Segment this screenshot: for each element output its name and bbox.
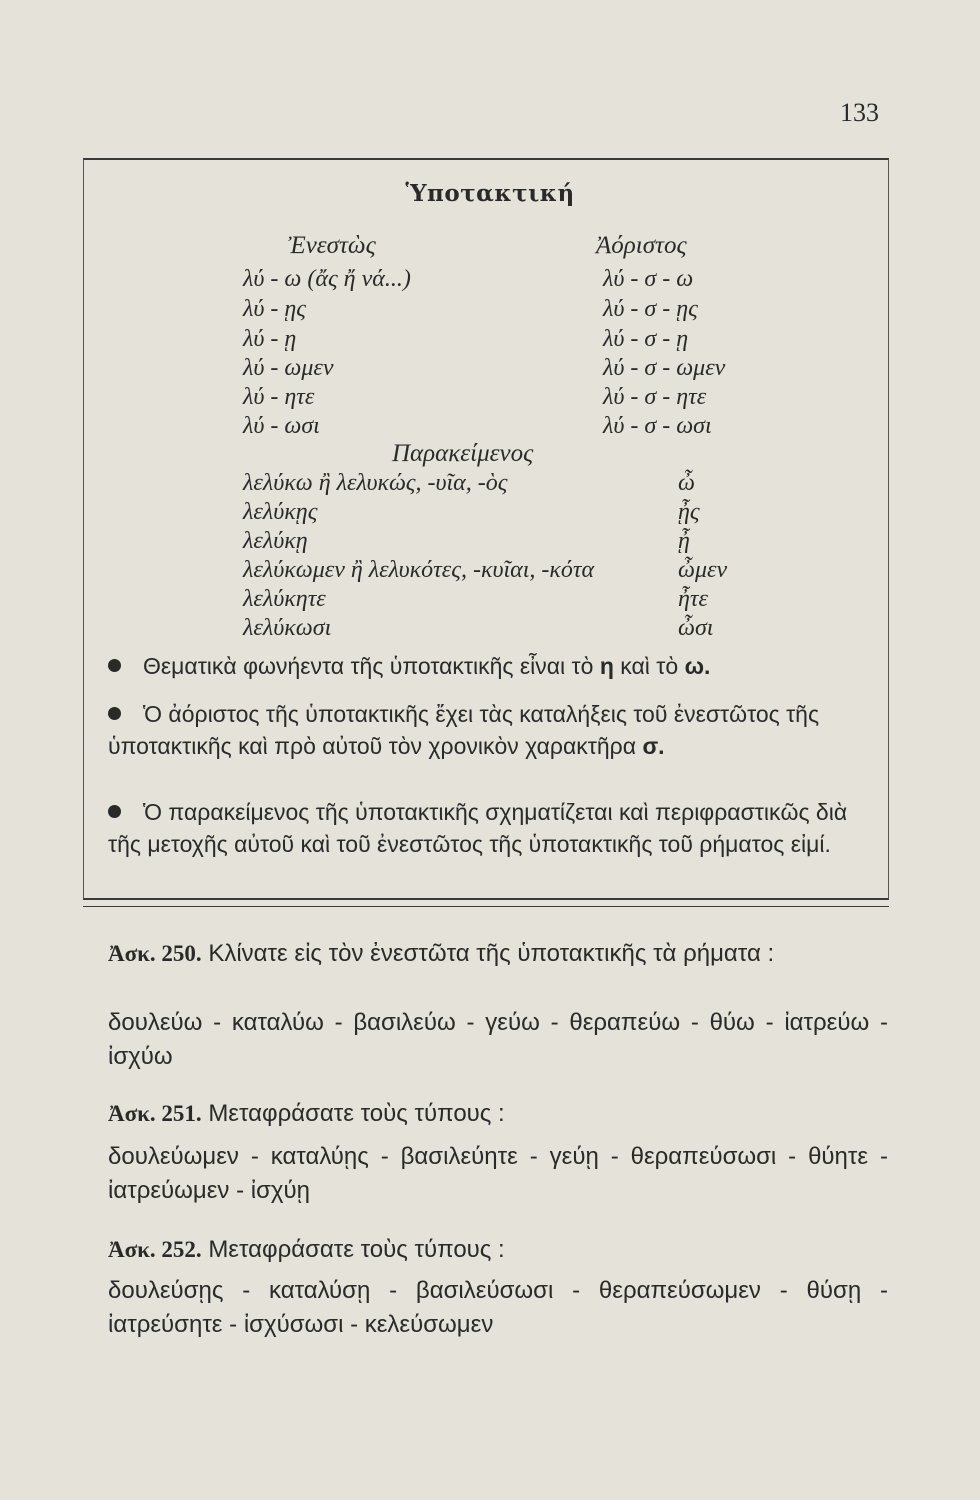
note-text: καὶ τὸ xyxy=(620,653,679,679)
exercise-label: Ἀσκ. 250. xyxy=(108,941,202,966)
exercise-252-instruction xyxy=(108,1233,888,1267)
exercise-250-instruction xyxy=(108,937,888,971)
present-form: λύ - ητε xyxy=(243,384,315,410)
bullet-icon xyxy=(108,659,121,672)
aux-form: ᾖς xyxy=(678,499,700,525)
aux-form: ᾖ xyxy=(678,528,690,554)
bullet-icon xyxy=(108,707,121,720)
box-bottom-rule xyxy=(83,906,889,907)
exercise-251-instruction xyxy=(108,1097,888,1131)
box-title: Ὑποτακτική xyxy=(405,180,575,207)
aorist-form: λύ - σ - ῃ xyxy=(603,326,689,352)
perfect-form: λελύκωμεν ἢ λελυκότες, -κυῖαι, -κότα xyxy=(243,557,595,583)
aorist-form: λύ - σ - ωμεν xyxy=(603,355,726,381)
exercise-instruction: Μεταφράσατε τοὺς τύπους : xyxy=(208,1236,505,1263)
perfect-form: λελύκῃς xyxy=(243,499,318,525)
present-form: λύ - ῃ xyxy=(243,326,297,352)
exercise-label: Ἀσκ. 251. xyxy=(108,1101,202,1126)
note-perfect xyxy=(108,796,868,860)
perfect-form: λελύκητε xyxy=(243,586,326,612)
exercise-instruction: Κλίνατε εἰς τὸν ἐνεστῶτα τῆς ὑποτακτικῆς τὰ ρήματα : xyxy=(208,940,775,967)
exercise-250-words: δουλεύω - καταλύω - βασιλεύω - γεύω - θεραπεύω - θύω - ἰατρεύω - ἰσχύω xyxy=(108,1009,888,1070)
aux-form: ἦτε xyxy=(678,586,708,612)
perfect-form: λελύκω ἢ λελυκώς, -υῖα, -ὸς xyxy=(243,470,508,496)
bullet-icon xyxy=(108,805,121,818)
exercise-label: Ἀσκ. 252. xyxy=(108,1237,202,1262)
exercise-251-words: δουλεύωμεν - καταλύῃς - βασιλεύητε - γεύῃ - θεραπεύσωσι - θύητε - ἰατρεύωμεν - ἰσχύῃ xyxy=(108,1143,888,1204)
perfect-heading: Παρακείμενος xyxy=(392,440,534,467)
aorist-form: λύ - σ - ωσι xyxy=(603,413,712,439)
conjugation-box xyxy=(83,158,889,900)
char-sigma: σ. xyxy=(642,733,665,759)
vowel-eta: η xyxy=(599,653,614,679)
exercise-252-words: δουλεύσῃς - καταλύσῃ - βασιλεύσωσι - θεραπεύσωμεν - θύσῃ - ἰατρεύσητε - ἰσχύσωσι - κελεύσωμεν xyxy=(108,1277,888,1338)
exercise-instruction: Μεταφράσατε τοὺς τύπους : xyxy=(208,1100,505,1127)
present-heading: Ἐνεστὼς xyxy=(288,232,376,259)
note-aorist xyxy=(108,698,868,762)
aorist-form: λύ - σ - ω xyxy=(603,266,694,292)
aorist-form: λύ - σ - ῃς xyxy=(603,296,698,322)
perfect-form: λελύκωσι xyxy=(243,615,332,641)
present-form: λύ - ωσι xyxy=(243,413,320,439)
note-text: Ὁ παρακείμενος τῆς ὑποτακτικῆς σχηματίζεται καὶ περιφραστικῶς διὰ τῆς μετοχῆς αὐτοῦ καὶ τοῦ ἐνεστῶτος τῆς ὑποτακτικῆς τοῦ ρήματος εἰμί. xyxy=(108,799,848,857)
present-form: λύ - ῃς xyxy=(243,296,307,322)
aorist-heading: Ἀόριστος xyxy=(596,232,687,259)
note-text: Θεματικὰ φωνήεντα τῆς ὑποτακτικῆς εἶναι τὸ xyxy=(143,653,594,679)
present-form: λύ - ωμεν xyxy=(243,355,334,381)
aux-form: ὦ xyxy=(678,470,695,496)
aorist-form: λύ - σ - ητε xyxy=(603,384,707,410)
note-text: Ὁ ἀόριστος τῆς ὑποτακτικῆς ἔχει τὰς καταλήξεις τοῦ ἐνεστῶτος τῆς ὑποτακτικῆς καὶ πρὸ αὐτοῦ τὸν χρονικὸν χαρακτῆρα xyxy=(108,701,820,759)
aux-form: ὦμεν xyxy=(678,557,728,583)
present-form: λύ - ω (ἄς ἤ νά...) xyxy=(243,266,411,292)
note-thematic-vowels xyxy=(108,650,868,682)
page-number: 133 xyxy=(840,98,879,127)
perfect-form: λελύκῃ xyxy=(243,528,308,554)
aux-form: ὦσι xyxy=(678,615,714,641)
vowel-omega: ω. xyxy=(684,653,711,679)
